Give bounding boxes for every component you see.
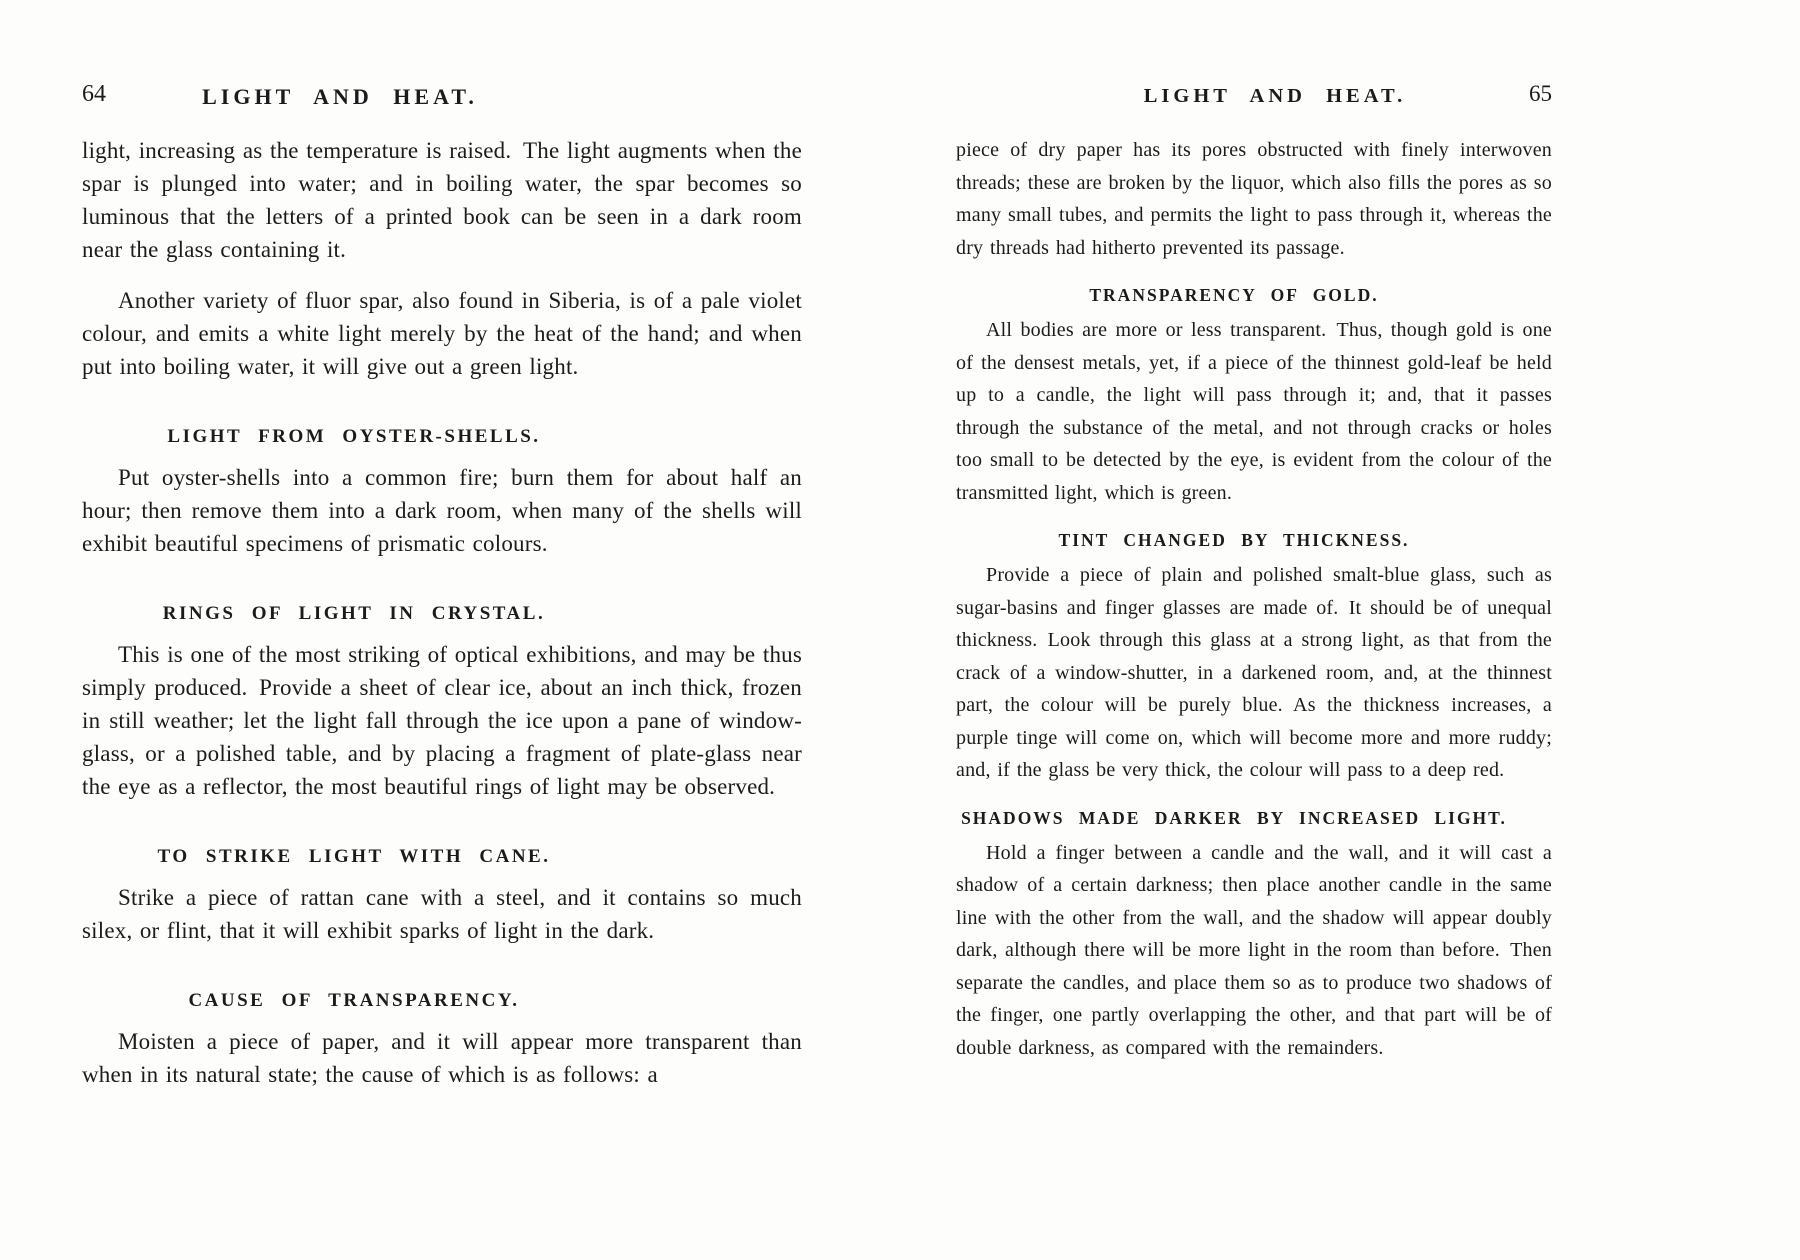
page-number-left: 64 — [82, 81, 106, 107]
paragraph: Hold a finger between a candle and the wall, and it will cast a shadow of a certain darkness; then place another candle in the same line with the other from the wall, and the shadow will appear doubly dark, although there will be more light in the room than before. Then separate the candles, and place them so as to produce two shadows of the finger, one partly overlapping the other, and that part will be of double darkness, as compared with the remainders. — [956, 841, 1552, 1059]
page-body-left — [82, 134, 802, 1091]
section-heading: RINGS OF LIGHT IN CRYSTAL. — [162, 603, 546, 624]
paragraph: piece of dry paper has its pores obstructed with finely interwoven threads; these are broken by the liquor, which also fills the pores as so many small tubes, and permits the light to pass through it, whereas the dry threads had hitherto prevented its passage. — [956, 139, 1552, 259]
paragraph: Another variety of fluor spar, also found in Siberia, is of a pale violet colour, and emits a white light merely by the heat of the hand; and when put into boiling water, it will give out a green light. — [82, 288, 802, 379]
page-number-right: 65 — [1529, 81, 1552, 106]
paragraph: Moisten a piece of paper, and it will appear more transparent than when in its natural state; the cause of which is as follows: a — [82, 1029, 802, 1087]
paragraph: This is one of the most striking of optical exhibitions, and may be thus simply produced. Provide a sheet of clear ice, about an inch thick, frozen in still weather; let the light fall through the ice upon a pane of window-glass, or a polished table, and by placing a fragment of plate-glass near the eye as a reflector, the most beautiful rings of light may be observed. — [82, 642, 802, 799]
paragraph: light, increasing as the temperature is raised. The light augments when the spar is plunged into water; and in boiling water, the spar becomes so luminous that the letters of a printed book can be seen in a dark room near the glass containing it. — [82, 138, 802, 262]
paragraph: All bodies are more or less transparent. Thus, though gold is one of the densest metals, yet, if a piece of the thinnest gold-leaf be held up to a candle, the light will pass through it; and, that it passes through the substance of the metal, and not through cracks or holes too small to be detected by the eye, is evident from the colour of the transmitted light, which is green. — [956, 319, 1552, 504]
running-title-left: LIGHT AND HEAT. — [202, 84, 478, 109]
section-heading: SHADOWS MADE DARKER BY INCREASED LIGHT. — [961, 807, 1507, 828]
page-right — [956, 80, 1552, 1072]
paragraph: Provide a piece of plain and polished smalt-blue glass, such as sugar-basins and finger glasses are made of. It should be of unequal thickness. Look through this glass at a strong light, as that from the crack of a window-shutter, in a darkened room, and, at the thinnest part, the colour will be purely blue. As the thickness increases, a purple tinge will come on, which will become more and more ruddy; and, if the glass be very thick, the colour will pass to a deep red. — [956, 564, 1552, 781]
section-heading: CAUSE OF TRANSPARENCY. — [188, 990, 520, 1011]
paragraph: Put oyster-shells into a common fire; burn them for about half an hour; then remove them into a dark room, when many of the shells will exhibit beautiful specimens of prismatic colours. — [82, 465, 802, 556]
section-heading: TO STRIKE LIGHT WITH CANE. — [157, 846, 551, 867]
page-body-right — [956, 134, 1552, 1064]
section-heading: TINT CHANGED BY THICKNESS. — [1058, 530, 1410, 550]
section-heading: LIGHT FROM OYSTER-SHELLS. — [167, 426, 541, 447]
paragraph: Strike a piece of rattan cane with a steel, and it contains so much silex, or flint, that it will exhibit sparks of light in the dark. — [82, 885, 802, 943]
page-left — [82, 80, 802, 1109]
running-header-right — [956, 80, 1552, 108]
section-heading: TRANSPARENCY OF GOLD. — [1089, 285, 1379, 305]
running-title-right: LIGHT AND HEAT. — [1143, 85, 1407, 107]
running-header-left — [82, 80, 802, 108]
